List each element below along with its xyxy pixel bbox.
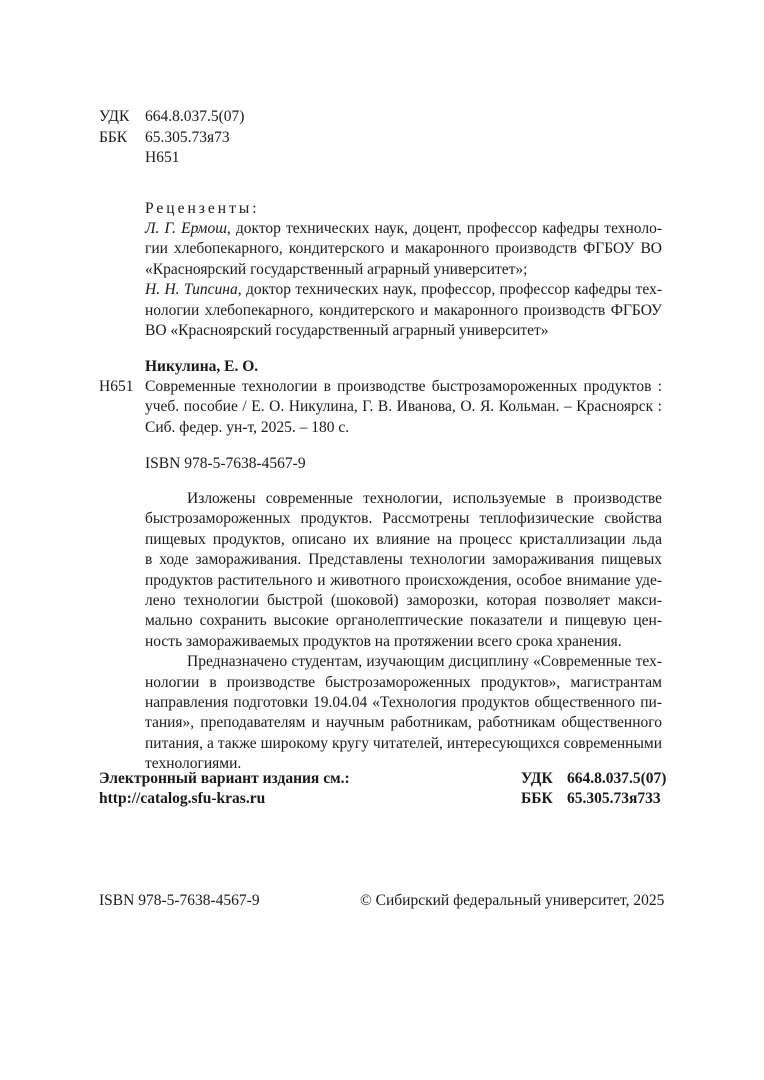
line-text: Изложены современные технологии, используемые в производстве [187,490,662,507]
footer-copyright: © Сибирский федеральный университет, 2025 [360,892,665,909]
line-text: , доктор технических наук, профессор, профессор кафедры тех- [237,281,662,299]
text-line [145,219,662,239]
line-text: ность замораживаемых продуктов на протяжении всего срока хранения. [145,632,622,650]
electronic-url[interactable]: http://catalog.sfu-kras.ru [99,790,266,807]
bib-mark: Н651 [99,378,134,395]
udk-value: 664.8.037.5(07) [145,108,245,125]
text-line [145,571,662,591]
text-line [145,260,662,280]
electronic-label: Электронный вариант издания см.: [99,770,350,787]
line-text: тания», преподавателям и научным работникам, работникам общественного [145,714,662,732]
line-text: продуктов растительного и животного происхождения, особое внимание уде- [145,571,662,589]
line-text: питания, а также широкому кругу читателей, интересующихся современными [145,734,662,752]
bbk-value-bold: 65.305.73я733 [567,790,661,807]
reviewers-list [145,219,662,341]
line-text: , доктор технических наук, доцент, профессор кафедры техноло- [226,220,662,237]
text-line [145,418,662,438]
bbk-label-bold: ББК [521,790,553,807]
bib-isbn: ISBN 978-5-7638-4567-9 [145,455,306,472]
text-line [145,239,662,259]
udk-label: УДК [99,108,130,125]
line-text: ВО «Красноярский государственный аграрный университет» [145,321,549,339]
line-text: нологии хлебопекарного, кондитерского и макаронного производств ФГБОУ [145,301,662,319]
line-text: Предназначено студентам, изучающим дисциплину «Современные тех- [187,653,662,671]
reviewer-name: Н. Н. Типсина [145,281,238,299]
author-mark: Н651 [145,149,180,166]
bib-author: Никулина, Е. О. [145,358,259,375]
text-line [145,591,662,611]
text-line [145,489,662,509]
text-line [145,652,662,672]
reviewer-name: Л. Г. Ермош [145,220,227,237]
line-text: технологиями. [145,755,242,773]
text-line [145,301,662,321]
line-text: гии хлебопекарного, кондитерского и макаронного производств ФГБОУ ВО [145,240,662,258]
line-text: лено технологии быстрой (шоковой) заморозки, которая позволяет макси- [145,591,662,609]
line-text: Современные технологии в производстве быстрозамороженных продуктов : [145,378,662,395]
bib-description [145,377,662,438]
text-line [145,550,662,570]
abstract [145,489,662,774]
text-line [145,632,662,652]
line-text: мально сохранить высокие органолептические показатели и пищевую цен- [145,612,662,630]
line-text: направления подготовки 19.04.04 «Технология продуктов общественного пи- [145,693,662,711]
text-line [145,509,662,529]
text-line [145,713,662,733]
udk-value-bold: 664.8.037.5(07) [567,770,667,787]
text-line [145,397,662,417]
line-text: «Красноярский государственный аграрный университет»; [145,260,528,278]
reviewers-heading: Рецензенты: [145,200,260,217]
udk-label-bold: УДК [521,770,553,787]
line-text: Сиб. федер. ун-т, 2025. – 180 с. [145,418,350,436]
text-line [145,611,662,631]
line-text: в ходе замораживания. Представлены технологии замораживания пищевых [145,551,662,569]
text-line [145,321,662,341]
text-line [145,734,662,754]
bbk-value: 65.305.73я73 [145,129,230,146]
text-line [145,530,662,550]
text-line [145,693,662,713]
line-text: нологии в производстве быстрозамороженных продуктов», магистрантам [145,673,662,691]
text-line [145,377,662,397]
line-text: быстрозамороженных продуктов. Рассмотрены теплофизические свойства [145,510,662,528]
text-line [145,673,662,693]
footer-isbn: ISBN 978-5-7638-4567-9 [99,892,260,909]
line-text: учеб. пособие / Е. О. Никулина, Г. В. Иванова, О. Я. Кольман. – Красноярск : [145,398,662,416]
text-line [145,280,662,300]
line-text: пищевых продуктов, описано их влияние на процесс кристаллизации льда [145,530,662,548]
bbk-label: ББК [99,129,128,146]
